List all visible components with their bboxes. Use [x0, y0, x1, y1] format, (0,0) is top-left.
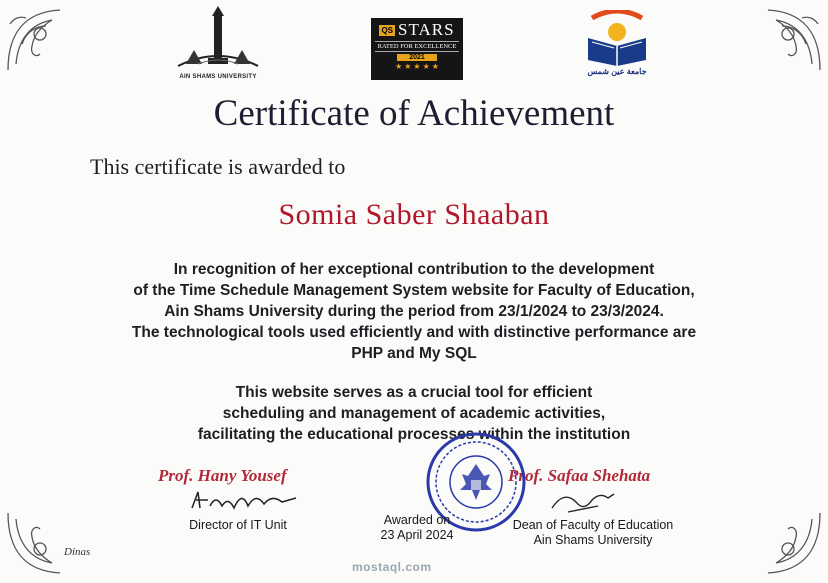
- stars-label: STARS: [398, 20, 455, 39]
- award-date: 23 April 2024: [380, 528, 454, 542]
- paragraph-line: The technological tools used efficiently and with distinctive performance are: [131, 324, 697, 341]
- paragraph-line: In recognition of her exceptional contribution to the development: [173, 261, 655, 278]
- university-caption: AIN SHAMS UNIVERSITY: [179, 74, 257, 80]
- rated-label: RATED FOR EXCELLENCE: [375, 41, 459, 52]
- right-role-line: Dean of Faculty of Education: [512, 518, 674, 532]
- faculty-of-education-logo: [580, 10, 654, 80]
- ornament-corner-icon: [4, 4, 74, 74]
- left-signatory-name: Prof. Hany Yousef: [158, 466, 287, 485]
- award-label: Awarded on: [383, 513, 451, 527]
- right-signatory-name: Prof. Safaa Shehata: [508, 466, 651, 485]
- badge-year: 2021: [397, 54, 437, 61]
- handwritten-signature: [548, 488, 618, 518]
- paragraph-line: PHP and My SQL: [351, 345, 477, 362]
- recognition-paragraph: [40, 259, 788, 364]
- faculty-caption: جامعة عين شمس: [587, 67, 647, 76]
- recipient-name: Somia Saber Shaaban: [278, 198, 550, 231]
- ornament-corner-icon: [4, 509, 74, 579]
- award-info: [372, 513, 462, 543]
- paragraph-line: of the Time Schedule Management System website for Faculty of Education,: [133, 282, 695, 299]
- watermark-text: mostaql.com: [352, 560, 432, 574]
- awarded-to-line: This certificate is awarded to: [90, 154, 346, 179]
- university-emblem-icon: [168, 6, 268, 72]
- paragraph-line: scheduling and management of academic activities,: [222, 405, 606, 422]
- ornament-corner-icon: [754, 509, 824, 579]
- right-role-line: Ain Shams University: [533, 533, 653, 547]
- corner-signature-text: Dinas: [64, 546, 91, 558]
- open-book-icon: [580, 10, 654, 68]
- ain-shams-university-logo: [168, 6, 268, 80]
- handwritten-signature: [186, 486, 306, 516]
- left-signatory-role: Director of IT Unit: [189, 518, 287, 532]
- website-paragraph: [40, 382, 788, 445]
- paragraph-line: Ain Shams University during the period from 23/1/2024 to 23/3/2024.: [164, 303, 664, 320]
- qs-label: QS: [381, 25, 393, 35]
- qs-stars-badge: [371, 18, 463, 80]
- certificate-title: Certificate of Achievement: [213, 93, 615, 134]
- ornament-corner-icon: [754, 4, 824, 74]
- paragraph-line: This website serves as a crucial tool for efficient: [235, 384, 593, 401]
- paragraph-line: facilitating the educational processes within the institution: [197, 426, 631, 443]
- star-rating-icon: ★ ★ ★ ★ ★: [395, 62, 439, 71]
